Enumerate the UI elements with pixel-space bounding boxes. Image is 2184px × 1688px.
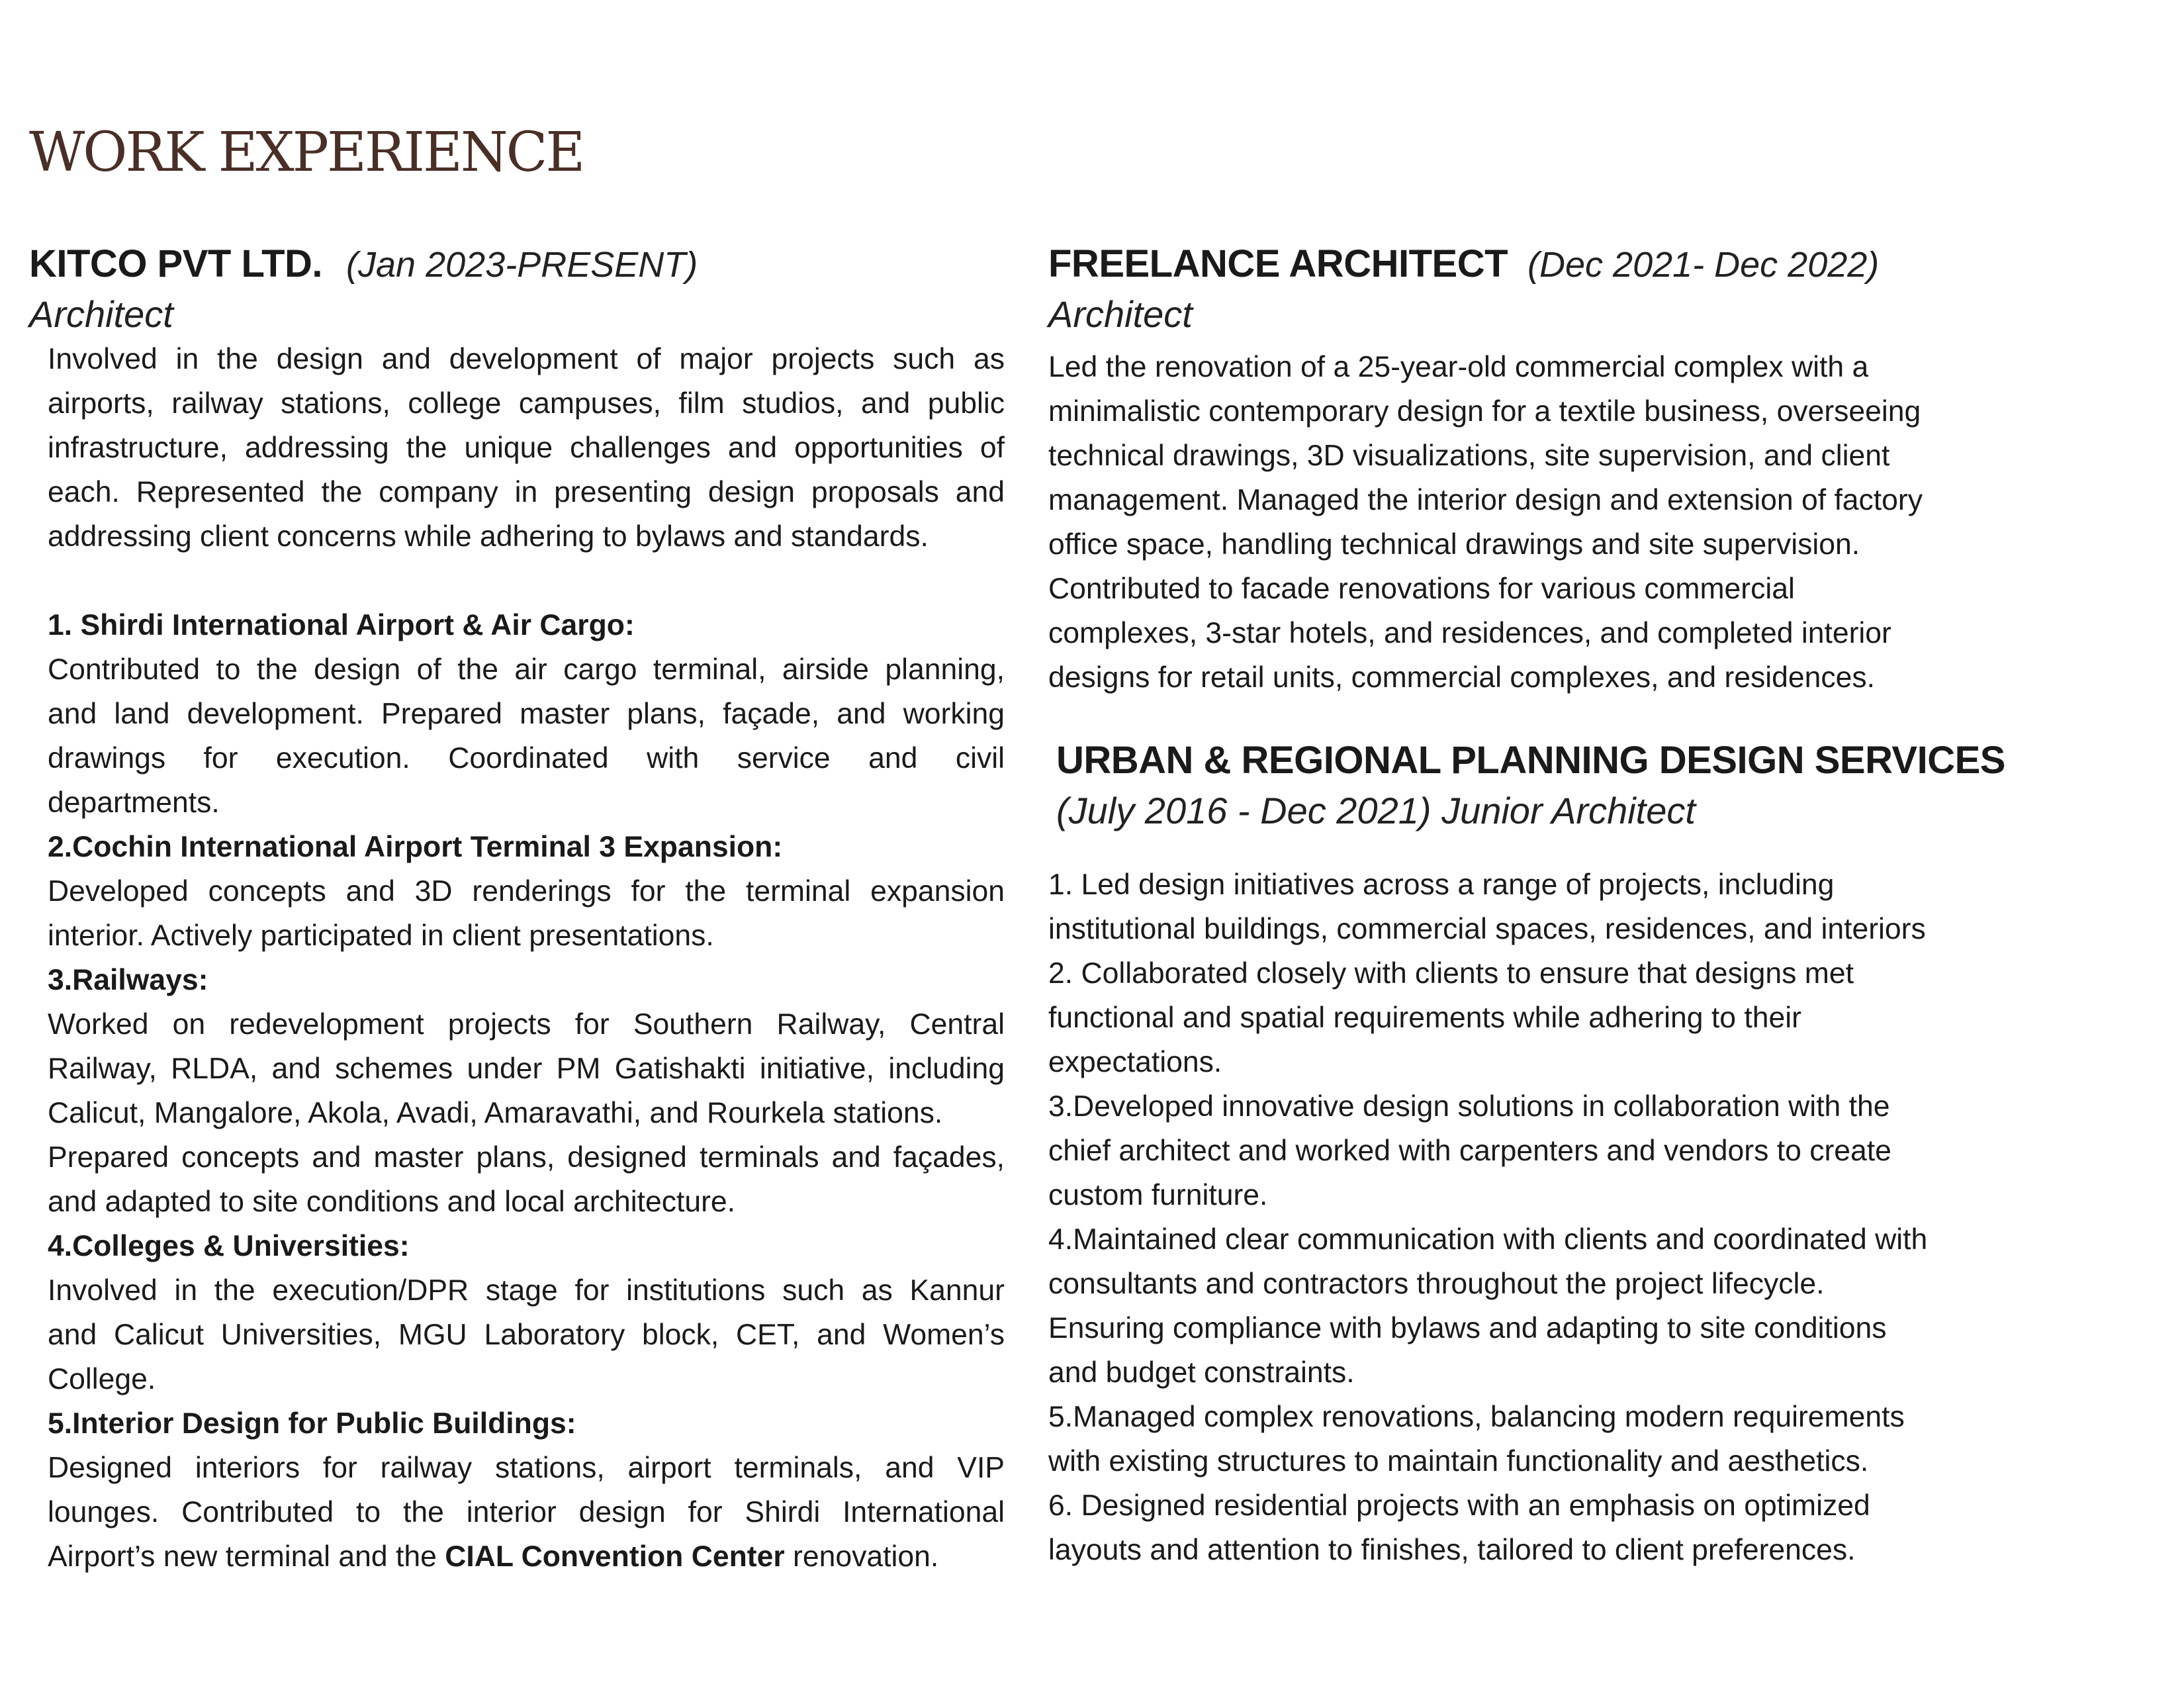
- freelance-line: Contributed to facade renovations for various commercial: [1048, 573, 1795, 605]
- project-line: College.: [48, 1363, 156, 1395]
- freelance-body: [1048, 345, 2120, 700]
- kitco-dates: (Jan 2023-PRESENT): [346, 245, 698, 285]
- freelance-dates: (Dec 2021- Dec 2022): [1527, 245, 1880, 285]
- freelance-line: complexes, 3-star hotels, and residences, and completed interior: [1048, 617, 1891, 649]
- project-heading: 2.Cochin International Airport Terminal 3 Expansion:: [48, 831, 783, 863]
- kitco-intro-line: addressing client concerns while adhering to bylaws and standards.: [48, 520, 929, 553]
- kitco-body: [48, 337, 1005, 1579]
- urban-line: expectations.: [1048, 1046, 1222, 1078]
- project-heading: 1. Shirdi International Airport & Air Cargo:: [48, 609, 635, 641]
- urban-company: URBAN & REGIONAL PLANNING DESIGN SERVICES: [1056, 739, 2005, 782]
- freelance-line: technical drawings, 3D visualizations, site supervision, and client: [1048, 440, 1890, 472]
- project-line: lounges. Contributed to the interior design for Shirdi International: [48, 1496, 1005, 1528]
- freelance-company: FREELANCE ARCHITECT: [1048, 242, 1508, 285]
- freelance-line: management. Managed the interior design and extension of factory: [1048, 484, 1923, 516]
- project-line-text: renovation.: [784, 1540, 939, 1573]
- page-title: WORK EXPERIENCE: [29, 121, 584, 184]
- freelance-role: Architect: [1048, 293, 1193, 335]
- freelance-line: Led the renovation of a 25-year-old commercial complex with a: [1048, 351, 1869, 383]
- kitco-role: Architect: [29, 293, 173, 335]
- kitco-intro-line: Involved in the design and development of major projects such as: [48, 343, 1005, 375]
- project-line: interior. Actively participated in client presentations.: [48, 919, 714, 952]
- urban-body: [1048, 863, 2120, 1572]
- project-heading: 4.Colleges & Universities:: [48, 1230, 410, 1262]
- project-line: and adapted to site conditions and local architecture.: [48, 1186, 736, 1218]
- project-line-final: [48, 1534, 1005, 1579]
- kitco-section: [29, 238, 1009, 1579]
- project-heading: 5.Interior Design for Public Buildings:: [48, 1407, 576, 1440]
- project-line-text: Airport’s new terminal and the: [48, 1540, 445, 1573]
- urban-line: 5.Managed complex renovations, balancing modern requirements: [1048, 1401, 1905, 1433]
- kitco-header: [29, 238, 1009, 291]
- spacer: [48, 559, 1005, 603]
- urban-line: Ensuring compliance with bylaws and adapting to site conditions: [1048, 1312, 1887, 1344]
- project-line: Developed concepts and 3D renderings for the terminal expansion: [48, 875, 1005, 908]
- urban-line: 3.Developed innovative design solutions in collaboration with the: [1048, 1090, 1890, 1123]
- freelance-line: office space, handling technical drawings and site supervision.: [1048, 528, 1860, 561]
- urban-line: functional and spatial requirements while adhering to their: [1048, 1002, 1801, 1034]
- kitco-intro-line: airports, railway stations, college campuses, film studios, and public: [48, 387, 1005, 420]
- freelance-header: [1048, 238, 2120, 291]
- right-column: [1048, 238, 2120, 1572]
- project-line: Designed interiors for railway stations, airport terminals, and VIP: [48, 1452, 1005, 1484]
- urban-line: layouts and attention to finishes, tailored to client preferences.: [1048, 1534, 1856, 1566]
- urban-line: 6. Designed residential projects with an emphasis on optimized: [1048, 1489, 1870, 1522]
- project-heading: 3.Railways:: [48, 964, 208, 996]
- project-line: drawings for execution. Coordinated with service and civil: [48, 742, 1005, 774]
- kitco-company: KITCO PVT LTD.: [29, 242, 323, 285]
- urban-line: with existing structures to maintain functionality and aesthetics.: [1048, 1445, 1869, 1477]
- urban-line: custom furniture.: [1048, 1179, 1268, 1211]
- urban-line: institutional buildings, commercial spaces, residences, and interiors: [1048, 913, 1926, 945]
- kitco-intro-line: each. Represented the company in presenting design proposals and: [48, 476, 1005, 508]
- project-line: Railway, RLDA, and schemes under PM Gatishakti initiative, including: [48, 1053, 1005, 1085]
- project-line: and Calicut Universities, MGU Laboratory block, CET, and Women’s: [48, 1319, 1005, 1351]
- urban-line: 1. Led design initiatives across a range of projects, including: [1048, 868, 1835, 901]
- urban-line: chief architect and worked with carpenters and vendors to create: [1048, 1135, 1891, 1167]
- urban-line: 2. Collaborated closely with clients to ensure that designs met: [1048, 957, 1854, 990]
- project-line: Contributed to the design of the air cargo terminal, airside planning,: [48, 653, 1005, 686]
- urban-line: 4.Maintained clear communication with clients and coordinated with: [1048, 1223, 1928, 1256]
- urban-role: (July 2016 - Dec 2021) Junior Architect: [1056, 790, 1696, 831]
- urban-line: and budget constraints.: [1048, 1356, 1355, 1389]
- project-line: Worked on redevelopment projects for Southern Railway, Central: [48, 1008, 1005, 1041]
- project-line: Involved in the execution/DPR stage for institutions such as Kannur: [48, 1274, 1005, 1307]
- project-line: departments.: [48, 786, 220, 819]
- project-line: Calicut, Mangalore, Akola, Avadi, Amaravathi, and Rourkela stations.: [48, 1097, 943, 1129]
- project-line: Prepared concepts and master plans, designed terminals and façades,: [48, 1141, 1005, 1174]
- kitco-intro-line: infrastructure, addressing the unique challenges and opportunities of: [48, 432, 1005, 464]
- cial-convention-center: CIAL Convention Center: [445, 1540, 785, 1573]
- project-line: and land development. Prepared master plans, façade, and working: [48, 698, 1005, 730]
- freelance-line: minimalistic contemporary design for a textile business, overseeing: [1048, 395, 1921, 428]
- freelance-line: designs for retail units, commercial complexes, and residences.: [1048, 661, 1876, 694]
- urban-line: consultants and contractors throughout the project lifecycle.: [1048, 1268, 1825, 1300]
